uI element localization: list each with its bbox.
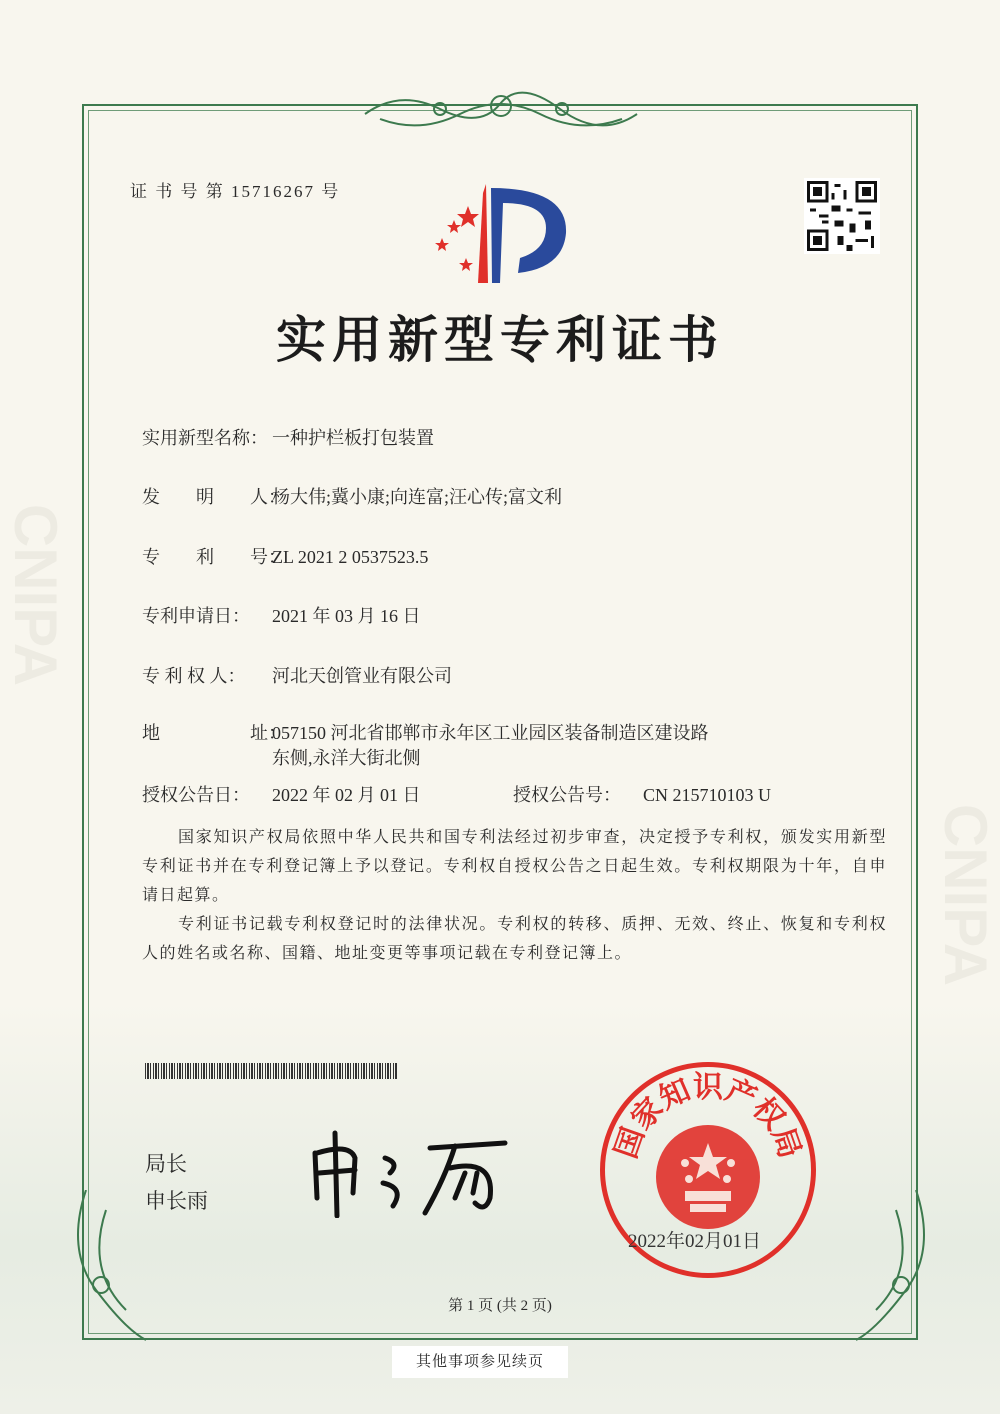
field-application-date <box>142 602 421 628</box>
paragraph-legal-status: 专利证书记载专利权登记时的法律状况。专利权的转移、质押、无效、终止、恢复和专利权人的姓名或名称、国籍、地址变更等事项记载在专利登记簿上。 <box>142 916 887 962</box>
field-grant-date <box>142 781 421 807</box>
field-label: 专 利 号： <box>142 547 286 567</box>
field-label: 地 址： <box>142 723 286 743</box>
field-value-line2: 东侧,永洋大街北侧 <box>272 748 421 768</box>
page-title: 实用新型专利证书 <box>276 312 724 368</box>
barcode <box>145 1063 397 1079</box>
director-signature <box>305 1128 515 1218</box>
field-patentee <box>142 662 452 688</box>
field-value: 河北天创管业有限公司 <box>272 666 452 686</box>
qr-code <box>804 178 880 254</box>
field-value: ZL 2021 2 0537523.5 <box>272 547 429 567</box>
field-patent-number <box>142 543 428 569</box>
watermark: CNIPA <box>2 503 69 687</box>
field-label: 授权公告号： <box>513 785 621 805</box>
field-value: 2022 年 02 月 01 日 <box>272 785 421 805</box>
corner-ornament-left-icon <box>66 1190 156 1350</box>
field-value: 2021 年 03 月 16 日 <box>272 606 421 626</box>
field-grant-number <box>513 781 771 807</box>
paragraph-grant-statement: 国家知识产权局依照中华人民共和国专利法经过初步审查，决定授予专利权，颁发实用新型专利证书并在专利登记簿上予以登记。专利权自授权公告之日起生效。专利权期限为十年，自申请日起算。 <box>142 829 887 904</box>
cnipa-logo <box>428 178 578 288</box>
field-value: 057150 河北省邯郸市永年区工业园区装备制造区建设路 <box>272 723 709 743</box>
top-ornament-icon <box>360 84 642 134</box>
certificate-number: 证 书 号 第 15716267 号 <box>130 182 341 201</box>
director-name: 申长雨 <box>145 1189 208 1213</box>
field-value: CN 215710103 U <box>643 785 772 805</box>
seal-text: 国家知识产权局 <box>609 1071 807 1163</box>
field-label: 专 利 权 人： <box>142 666 246 686</box>
field-value: 杨大伟;冀小康;向连富;汪心传;富文利 <box>272 487 563 507</box>
field-label: 发 明 人： <box>142 487 286 507</box>
watermark: CNIPA <box>932 803 999 987</box>
footer-note: 其他事项参见续页 <box>392 1346 568 1378</box>
field-label: 专利申请日： <box>142 606 250 626</box>
director-title: 局长 <box>145 1152 187 1176</box>
field-value: 一种护栏板打包装置 <box>272 428 434 448</box>
field-utility-model-name <box>142 424 434 450</box>
page-number: 第 1 页 (共 2 页) <box>448 1298 552 1314</box>
seal-date: 2022年02月01日 <box>628 1231 762 1252</box>
field-address <box>142 721 709 771</box>
field-label: 实用新型名称： <box>142 428 268 448</box>
field-inventors <box>142 483 562 509</box>
field-label: 授权公告日： <box>142 785 250 805</box>
corner-ornament-right-icon <box>846 1190 936 1350</box>
